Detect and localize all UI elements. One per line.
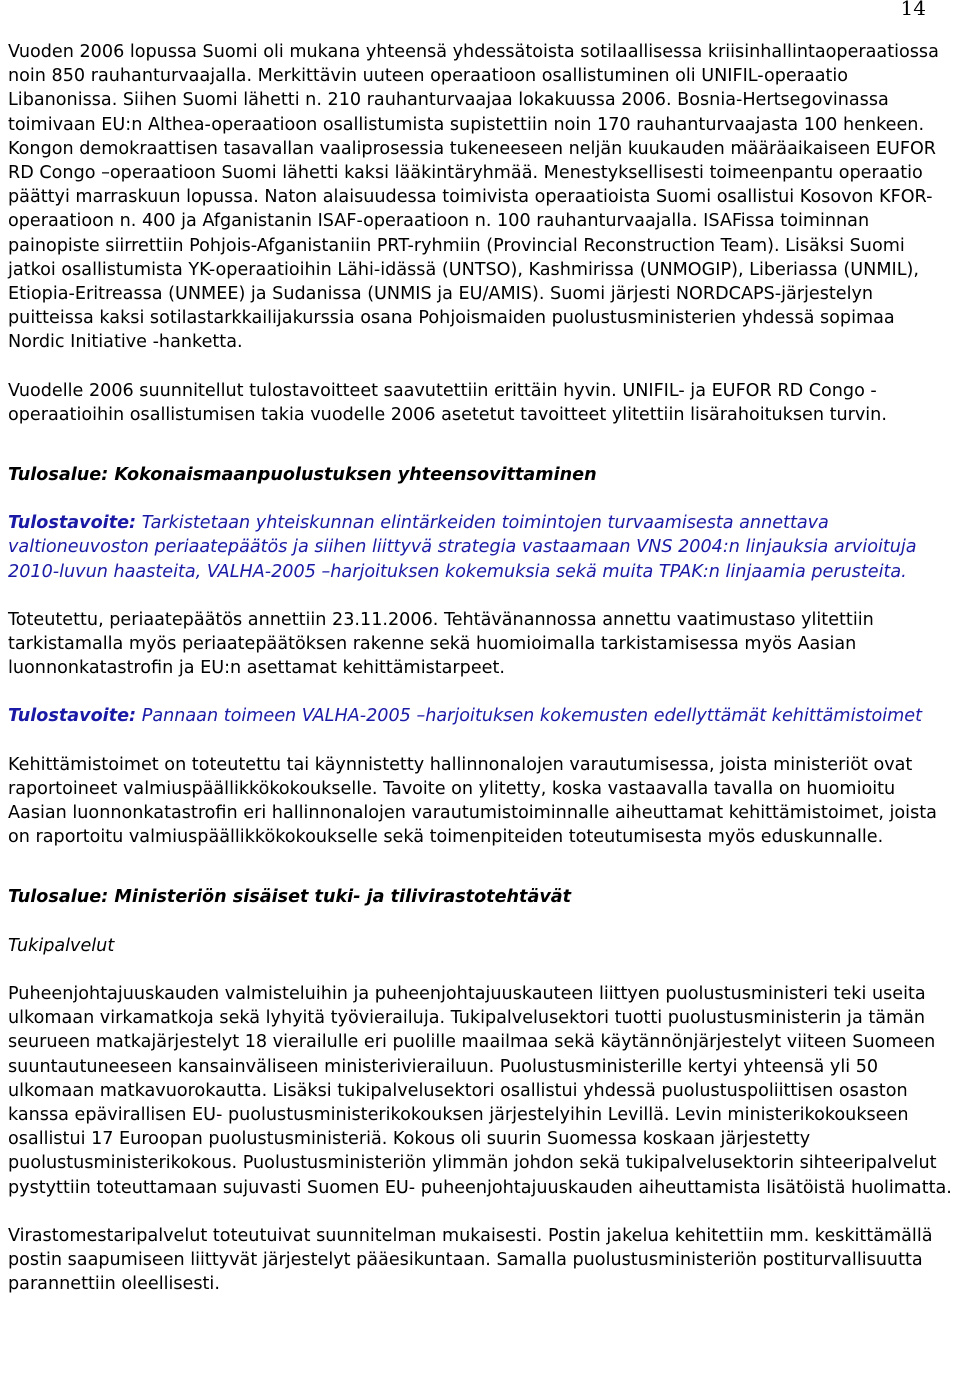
paragraph-operations: Vuoden 2006 lopussa Suomi oli mukana yhteensä yhdessätoista sotilaallisessa kriisinhallintaoperaatiossa noin 850 rauhanturvaajalla. Merkittävin uuteen operaatioon osallistuminen oli UNIFIL-operaatio Libanonissa. Siihen Suomi lähetti n. 210 rauhanturvaajaa lokakuussa 2006. Bosnia-Hertsegovinassa toimivaan EU:n Althea-operaatioon osallistumista supistettiin noin 170 rauhanturvaajasta 100 henkeen. Kongon demokraattisen tasavallan vaaliprosessia tukeneeseen neljän kuukauden määräaikaiseen EUFOR RD Congo –operaatioon Suomi lähetti kaksi lääkintäryhmää. Menestyksellisesti toimeenpantu operaatio päättyi marraskuun lopussa. Naton alaisuudessa toimivista operaatioista Suomi osallistui Kosovon KFOR-operaatioon n. 400 ja Afganistanin ISAF-operaatioon n. 100 rauhanturvaajalla. ISAFissa toiminnan painopiste siirrettiin Pohjois-Afganistaniin PRT-ryhmiin (Provincial Reconstruction Team). Lisäksi Suomi jatkoi osallistumista YK-operaatioihin Lähi-idässä (UNTSO), Kashmirissa (UNMOGIP), Liberiassa (UNMIL), Etiopia-Eritreassa (UNMEE) ja Sudanissa (UNMIS ja EU/AMIS). Suomi järjesti NORDCAPS-järjestelyn puitteissa kaksi sotilastarkkailijakurssia osana Pohjoismaiden puolustusministerien yhdessä sopimaa Nordic Initiative -hanketta. (8, 42, 939, 353)
page-number: 14 (900, 0, 926, 20)
subheading-support-services: Tukipalvelut (8, 935, 115, 956)
paragraph-decision: Toteutettu, periaatepäätös annettiin 23.11.2006. Tehtävänannossa annettu vaatimustaso ylitettiin tarkistamalla myös periaatepäätöksen rakenne sekä huomioimalla tarkistamisessa myös Aasian luonnonkatastrofin ja EU:n asettamat kehittämistarpeet. (8, 609, 874, 679)
section-heading-ministry-support: Tulosalue: Ministeriön sisäiset tuki- ja tilivirastotehtävät (8, 887, 572, 908)
section-heading-total-defence: Tulosalue: Kokonaismaanpuolustuksen yhteensovittaminen (8, 465, 597, 486)
paragraph-presidency: Puheenjohtajuuskauden valmisteluihin ja puheenjohtajuuskauteen liittyen puolustusministeri teki useita ulkomaan virkamatkoja sekä lyhyitä työvierailuja. Tukipalvelusektori tuotti puolustusministerin ja tämän seurueen matkajärjestelyt 18 vierailulle eri puolille maailmaa sekä käytännönjärjestelyt viiteen Suomeen suuntautuneeseen kansainväliseen ministerivierailuun. Puolustusministerille kertyi yhteensä yli 50 ulkomaan matkavuorokautta. Lisäksi tukipalvelusektori osallistui yhdessä puolustuspoliittisen osaston kanssa epävirallisen EU- puolustusministerikokouksen järjestelyihin Levillä. Levin ministerikokoukseen osallistui 17 Euroopan puolustusministeriä. Kokous oli suurin Suomessa koskaan järjestetty puolustusministerikokous. Puolustusministeriön ylimmän johdon sekä tukipalvelusektorin sihteeripalvelut pystyttiin toteuttamaan sujuvasti Suomen EU- puheenjohtajuuskauden aiheuttamista lisätöistä huolimatta. (8, 983, 952, 1198)
paragraph-mail-services: Virastomestaripalvelut toteutuivat suunnitelman mukaisesti. Postin jakelua kehitettiin mm. keskittämällä postin saapumiseen liittyvät järjestelyt pääesikuntaan. Samalla puolustusministeriön postiturvallisuutta parannettiin oleellisesti. (8, 1225, 933, 1295)
goal-text: Tarkistetaan yhteiskunnan elintärkeiden toimintojen turvaamisesta annettava valtioneuvoston periaatepäätös ja siihen liittyvä strategia vastaamaan VNS 2004:n linjauksia arvioituja 2010-luvun haasteita, VALHA-2005 –harjoituksen kokemuksia sekä muita TPAK:n linjaamia perusteita. (8, 513, 917, 582)
paragraph-development: Kehittämistoimet on toteutettu tai käynnistetty hallinnonalojen varautumisessa, joista ministeriöt ovat raportoineet valmiuspäällikkökokoukselle. Tavoite on ylitetty, koska vastaavalla tavalla on huomioitu Aasian luonnonkatastrofin eri hallinnonalojen varautumistoiminnalle aiheuttamat kehittämistoimet, joista on raportoitu valmiuspäällikkökokoukselle sekä toimenpiteiden toteutumisesta myös eduskunnalle. (8, 754, 937, 848)
goal-block-1 (8, 511, 956, 584)
paragraph-targets-summary: Vuodelle 2006 suunnitellut tulostavoitteet saavutettiin erittäin hyvin. UNIFIL- ja EUFOR RD Congo -operaatioihin osallistumisen takia vuodelle 2006 asetetut tavoitteet ylitettiin lisärahoituksen turvin. (8, 380, 887, 425)
goal-label: Tulostavoite: (8, 706, 137, 727)
goal-block-2 (8, 704, 956, 728)
goal-label: Tulostavoite: (8, 513, 137, 534)
goal-text: Pannaan toimeen VALHA-2005 –harjoituksen kokemusten edellyttämät kehittämistoimet (141, 706, 923, 727)
document-body (8, 40, 956, 1296)
